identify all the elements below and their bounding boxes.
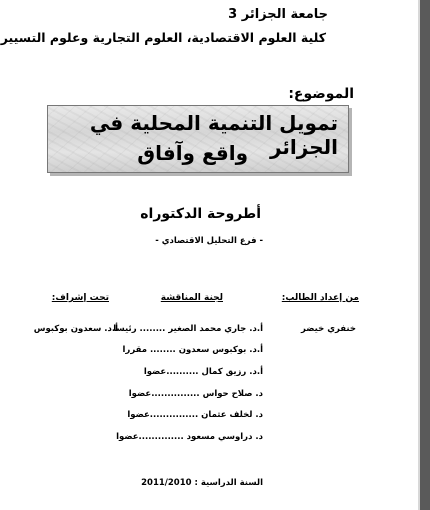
page-edge-line xyxy=(418,0,420,510)
committee-header: لجنة المناقشة xyxy=(160,293,223,303)
committee-member: أ.د. بوكبوس سعدون ........ مقررا xyxy=(122,345,263,355)
supervisor-header: تحت إشراف: xyxy=(51,293,109,303)
viewer-side-bar xyxy=(418,0,430,510)
student-header: من إعداد الطالب: xyxy=(281,293,359,303)
committee-member: أ.د. جاري محمد الصغير ........ رئيسا xyxy=(113,324,263,334)
title-line-2: واقع وآفاق xyxy=(137,141,248,165)
thesis-type: أطروحة الدكتوراه xyxy=(140,206,261,222)
thesis-branch: - فرع التحليل الاقتصادي - xyxy=(155,236,263,246)
academic-year: السنة الدراسية : 2011/2010 xyxy=(141,478,263,488)
faculty-name: كلية العلوم الاقتصادية، العلوم التجارية وعلوم التسيير xyxy=(0,30,326,45)
student-name: خنفري خيضر xyxy=(300,324,356,334)
committee-member: د. دراوسي مسعود ..............عضوا xyxy=(116,432,263,442)
committee-member: د. صلاح حواس ...............عضوا xyxy=(128,389,263,399)
university-name: جامعة الجزائر 3 xyxy=(228,7,328,22)
supervisor-name: أ.د. سعدون بوكبوس xyxy=(33,324,118,334)
title-box xyxy=(47,105,349,173)
subject-label: الموضوع: xyxy=(288,86,354,102)
committee-member: أ.د. رزيق كمال ..........عضوا xyxy=(143,367,263,377)
title-line-1: تمويل التنمية المحلية في الجزائر xyxy=(89,111,338,159)
committee-member: د. لخلف عثمان ...............عضوا xyxy=(127,410,263,420)
